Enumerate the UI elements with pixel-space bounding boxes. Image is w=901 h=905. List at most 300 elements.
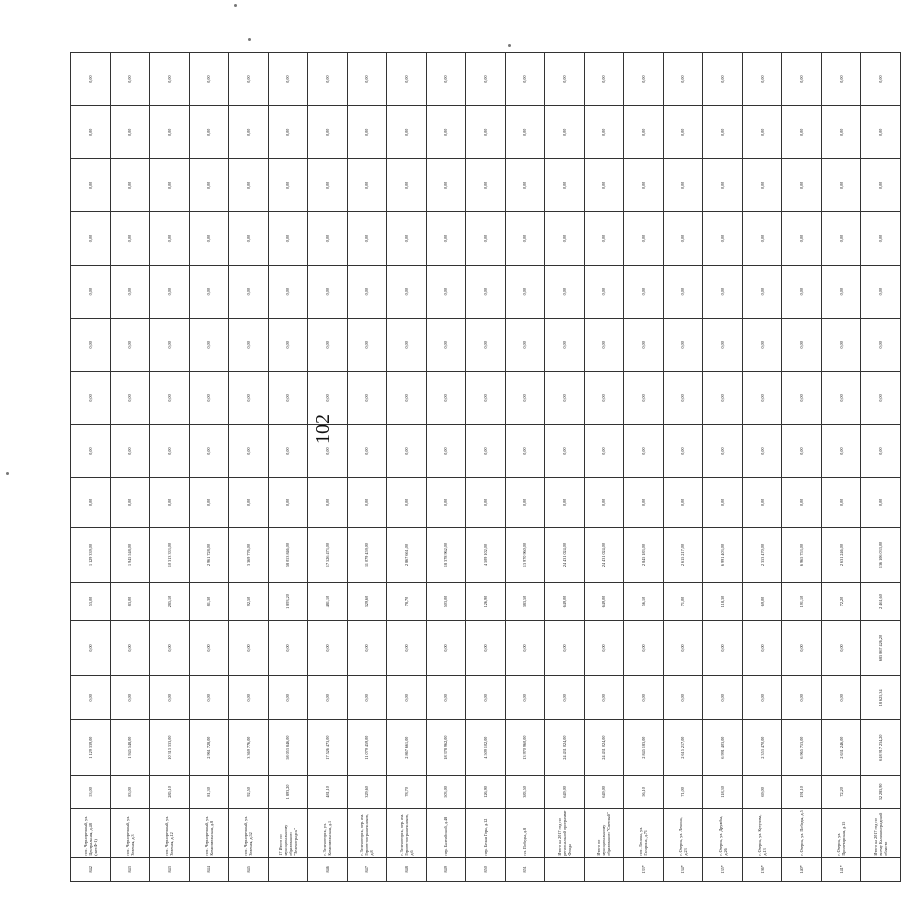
- value-cell: 1 945 548,00: [110, 527, 150, 582]
- row-number-cell: [584, 857, 624, 881]
- row-number-cell: 849: [426, 857, 466, 881]
- value-cell: 0,00: [703, 159, 743, 212]
- value-cell: 2 353 470,00: [742, 720, 782, 775]
- value-cell: 0,00: [624, 53, 664, 106]
- table-row: [821, 53, 861, 882]
- value-cell: 0,00: [229, 676, 269, 720]
- value-cell: 0,00: [426, 371, 466, 424]
- row-number-cell: 141*: [821, 857, 861, 881]
- value-cell: 24 431 024,00: [584, 720, 624, 775]
- value-cell: 71,00: [663, 775, 703, 808]
- table-row: [703, 53, 743, 882]
- address-cell: г. Зеленогорск, пер. им. Героев-пограничников, д.8: [347, 808, 387, 857]
- value-cell: 0,00: [426, 265, 466, 318]
- page-number: 102: [312, 414, 334, 444]
- value-cell: 191,10: [782, 583, 822, 621]
- value-cell: 0,00: [110, 159, 150, 212]
- value-cell: 0,00: [663, 371, 703, 424]
- value-cell: 0,00: [229, 371, 269, 424]
- value-cell: 503,00: [426, 583, 466, 621]
- value-cell: 0,00: [308, 318, 348, 371]
- value-cell: 0,00: [663, 159, 703, 212]
- value-cell: 0,00: [663, 212, 703, 265]
- value-cell: 0,00: [308, 371, 348, 424]
- value-cell: 4 509 102,00: [466, 527, 506, 582]
- table-row: [584, 53, 624, 882]
- value-cell: 0,00: [505, 53, 545, 106]
- address-cell: пос. Черноречный, ул. Зеленая, д.3: [110, 808, 150, 857]
- row-number-cell: 842: [71, 857, 111, 881]
- value-cell: 0,00: [505, 159, 545, 212]
- value-cell: 0,00: [308, 212, 348, 265]
- table-row: [189, 53, 229, 882]
- value-cell: 0,00: [229, 478, 269, 528]
- value-cell: 0,00: [110, 106, 150, 159]
- value-cell: 0,00: [268, 212, 308, 265]
- value-cell: 56,10: [624, 775, 664, 808]
- value-cell: 2 867 661,00: [387, 527, 427, 582]
- value-cell: 0,00: [703, 620, 743, 675]
- value-cell: 0,00: [584, 53, 624, 106]
- value-cell: 0,00: [861, 478, 901, 528]
- value-cell: 126,90: [466, 583, 506, 621]
- value-cell: 0,00: [466, 424, 506, 477]
- row-number-cell: 846: [308, 857, 348, 881]
- value-cell: 0,00: [466, 318, 506, 371]
- value-cell: 0,00: [71, 53, 111, 106]
- value-cell: 0,00: [821, 424, 861, 477]
- address-cell: г. Озерск, ул. Победы, д.5: [782, 808, 822, 857]
- value-cell: 0,00: [782, 212, 822, 265]
- value-cell: 0,00: [150, 318, 190, 371]
- address-cell: г. Озерск, ул. Пролетарская, д.15: [821, 808, 861, 857]
- value-cell: 0,00: [466, 676, 506, 720]
- value-cell: 0,00: [505, 371, 545, 424]
- value-cell: 0,00: [821, 478, 861, 528]
- value-cell: 0,00: [426, 478, 466, 528]
- value-cell: 649,00: [545, 775, 585, 808]
- row-number-cell: 845: [229, 857, 269, 881]
- value-cell: 0,00: [584, 371, 624, 424]
- address-cell: г. Озерск, ул. Кутузова, д.13: [742, 808, 782, 857]
- value-cell: 71,00: [663, 583, 703, 621]
- value-cell: 0,00: [742, 478, 782, 528]
- value-cell: 83,00: [110, 583, 150, 621]
- value-cell: 0,00: [663, 265, 703, 318]
- row-number-cell: 133*: [624, 857, 664, 881]
- value-cell: 285,10: [150, 583, 190, 621]
- scan-dot: [508, 44, 511, 47]
- value-cell: 0,00: [110, 318, 150, 371]
- value-cell: 0,00: [782, 318, 822, 371]
- value-cell: 0,00: [387, 159, 427, 212]
- value-cell: 0,00: [584, 676, 624, 720]
- value-cell: 0,00: [110, 620, 150, 675]
- address-cell: пер. Балтийский, д.48: [426, 808, 466, 857]
- value-cell: 0,00: [268, 371, 308, 424]
- value-cell: 0,00: [229, 159, 269, 212]
- value-cell: 0,00: [861, 424, 901, 477]
- value-cell: 0,00: [387, 106, 427, 159]
- value-cell: 0,00: [545, 318, 585, 371]
- value-cell: 2 961 728,00: [189, 720, 229, 775]
- value-cell: 0,00: [150, 265, 190, 318]
- value-cell: 0,00: [387, 212, 427, 265]
- value-cell: 0,00: [742, 159, 782, 212]
- value-cell: 0,00: [387, 371, 427, 424]
- value-cell: 0,00: [584, 478, 624, 528]
- value-cell: 24 431 024,00: [584, 527, 624, 582]
- value-cell: 0,00: [782, 371, 822, 424]
- value-cell: 0,00: [110, 478, 150, 528]
- value-cell: 53,00: [71, 775, 111, 808]
- value-cell: 0,00: [545, 265, 585, 318]
- value-cell: 0,00: [110, 424, 150, 477]
- table-row: [505, 53, 545, 882]
- value-cell: 0,00: [268, 620, 308, 675]
- value-cell: 0,00: [426, 620, 466, 675]
- value-cell: 92,50: [229, 775, 269, 808]
- value-cell: 81,30: [189, 583, 229, 621]
- value-cell: 1 129 339,00: [71, 527, 111, 582]
- row-number-cell: 848: [387, 857, 427, 881]
- value-cell: 0,00: [347, 53, 387, 106]
- scan-dot: [6, 472, 9, 475]
- value-cell: 0,00: [189, 265, 229, 318]
- value-cell: 0,00: [308, 265, 348, 318]
- value-cell: 0,00: [742, 265, 782, 318]
- value-cell: 0,00: [821, 212, 861, 265]
- value-cell: 0,00: [110, 371, 150, 424]
- value-cell: 3 369 776,00: [229, 720, 269, 775]
- table-row: [110, 53, 150, 882]
- row-number-cell: 136*: [742, 857, 782, 881]
- value-cell: 81,30: [189, 775, 229, 808]
- value-cell: 0,00: [308, 676, 348, 720]
- value-cell: 0,00: [268, 159, 308, 212]
- row-number-cell: 850: [466, 857, 506, 881]
- value-cell: 0,00: [110, 212, 150, 265]
- value-cell: 0,00: [742, 424, 782, 477]
- address-cell: пос. Черноречный, ул. Комсомольская, д.8: [189, 808, 229, 857]
- value-cell: 0,00: [426, 53, 466, 106]
- value-cell: 0,00: [584, 212, 624, 265]
- row-number-cell: 140*: [782, 857, 822, 881]
- value-cell: 0,00: [347, 265, 387, 318]
- value-cell: 0,00: [861, 265, 901, 318]
- value-cell: 0,00: [703, 106, 743, 159]
- value-cell: 0,00: [861, 371, 901, 424]
- value-cell: 0,00: [663, 478, 703, 528]
- value-cell: 329,60: [347, 775, 387, 808]
- value-cell: 0,00: [584, 265, 624, 318]
- value-cell: 0,00: [150, 106, 190, 159]
- value-cell: 1 893,20: [268, 583, 308, 621]
- row-number-cell: [545, 857, 585, 881]
- value-cell: 0,00: [821, 159, 861, 212]
- value-cell: 0,00: [71, 318, 111, 371]
- value-cell: 0,00: [663, 318, 703, 371]
- value-cell: 24 431 024,00: [545, 720, 585, 775]
- value-cell: 0,00: [782, 159, 822, 212]
- value-cell: 0,00: [821, 318, 861, 371]
- value-cell: 0,00: [189, 424, 229, 477]
- table-row: [545, 53, 585, 882]
- value-cell: 0,00: [110, 676, 150, 720]
- value-cell: 0,00: [71, 478, 111, 528]
- value-cell: 0,00: [308, 424, 348, 477]
- value-cell: 72,20: [821, 775, 861, 808]
- value-cell: 0,00: [624, 478, 664, 528]
- row-number-cell: [268, 857, 308, 881]
- value-cell: 92,50: [229, 583, 269, 621]
- value-cell: 2 867 661,00: [387, 720, 427, 775]
- table-row: [268, 53, 308, 882]
- value-cell: 2 461,60: [861, 583, 901, 621]
- value-cell: 0,00: [347, 478, 387, 528]
- value-cell: 0,00: [742, 371, 782, 424]
- value-cell: 0,00: [624, 159, 664, 212]
- row-number-cell: 844: [189, 857, 229, 881]
- value-cell: 2 631 246,00: [821, 720, 861, 775]
- value-cell: 0,00: [308, 478, 348, 528]
- value-cell: 0,00: [663, 53, 703, 106]
- value-cell: 0,00: [505, 106, 545, 159]
- row-number-cell: 134*: [663, 857, 703, 881]
- table-row: [71, 53, 111, 882]
- value-cell: 0,00: [189, 318, 229, 371]
- row-number-cell: 843: [150, 857, 190, 881]
- value-cell: 0,00: [387, 265, 427, 318]
- value-cell: 0,00: [426, 676, 466, 720]
- value-cell: 0,00: [505, 212, 545, 265]
- value-cell: 6 991 403,00: [703, 720, 743, 775]
- value-cell: 11 079 459,00: [347, 527, 387, 582]
- value-cell: 0,00: [545, 676, 585, 720]
- value-cell: 0,00: [347, 424, 387, 477]
- value-cell: 0,00: [861, 106, 901, 159]
- address-cell: пос. Ленина, ул. Гагарина, д.71: [624, 808, 664, 857]
- value-cell: 383,50: [505, 583, 545, 621]
- value-cell: 72,20: [821, 583, 861, 621]
- value-cell: 0,00: [742, 318, 782, 371]
- value-cell: 0,00: [71, 212, 111, 265]
- value-cell: 0,00: [505, 424, 545, 477]
- value-cell: 0,00: [347, 676, 387, 720]
- value-cell: 0,00: [189, 106, 229, 159]
- value-cell: 0,00: [703, 424, 743, 477]
- value-cell: 0,00: [505, 676, 545, 720]
- value-cell: 2 615 217,00: [663, 527, 703, 582]
- table-row: [347, 53, 387, 882]
- value-cell: 0,00: [71, 371, 111, 424]
- value-cell: 24 431 024,00: [545, 527, 585, 582]
- value-cell: 0,00: [308, 620, 348, 675]
- value-cell: 18 378 962,00: [426, 527, 466, 582]
- address-cell: Итого на 2017 год по региональной программе Фонда: [545, 808, 585, 857]
- value-cell: 0,00: [387, 478, 427, 528]
- value-cell: 0,00: [782, 424, 822, 477]
- value-cell: 0,00: [189, 53, 229, 106]
- value-cell: 6 965 753,00: [782, 720, 822, 775]
- row-number-cell: 847: [347, 857, 387, 881]
- value-cell: 0,00: [71, 620, 111, 675]
- value-cell: 0,00: [821, 106, 861, 159]
- table-row: [150, 53, 190, 882]
- value-cell: 118,30: [703, 583, 743, 621]
- value-cell: 0,00: [505, 318, 545, 371]
- value-cell: 0,00: [703, 478, 743, 528]
- value-cell: 481,10: [308, 775, 348, 808]
- value-cell: 0,00: [545, 478, 585, 528]
- value-cell: 649,00: [584, 583, 624, 621]
- address-cell: г. Зеленогорск, пер. им. Героев-пограничников, д.6: [387, 808, 427, 857]
- address-cell: Итого по муниципальному образованию "Светлый": [584, 808, 624, 857]
- value-cell: 0,00: [229, 106, 269, 159]
- value-cell: 2 353 470,00: [742, 527, 782, 582]
- value-cell: 0,00: [703, 265, 743, 318]
- value-cell: 0,00: [861, 159, 901, 212]
- value-cell: 649,00: [584, 775, 624, 808]
- value-cell: 0,00: [782, 620, 822, 675]
- value-cell: 329,60: [347, 583, 387, 621]
- value-cell: 0,00: [584, 106, 624, 159]
- value-cell: 0,00: [624, 371, 664, 424]
- value-cell: 0,00: [426, 212, 466, 265]
- row-number-cell: [861, 857, 901, 881]
- value-cell: 0,00: [150, 371, 190, 424]
- value-cell: 1 129 339,00: [71, 720, 111, 775]
- table-row: [387, 53, 427, 882]
- value-cell: 0,00: [71, 106, 111, 159]
- value-cell: 6 965 753,00: [782, 527, 822, 582]
- value-cell: 0,00: [545, 106, 585, 159]
- value-cell: 1 945 548,00: [110, 720, 150, 775]
- value-cell: 0,00: [110, 53, 150, 106]
- value-cell: 0,00: [782, 53, 822, 106]
- value-cell: 0,00: [466, 371, 506, 424]
- value-cell: 383,50: [505, 775, 545, 808]
- value-cell: 0,00: [71, 265, 111, 318]
- value-cell: 481,10: [308, 583, 348, 621]
- value-cell: 0,00: [308, 53, 348, 106]
- value-cell: 17 526 473,00: [308, 527, 348, 582]
- value-cell: 118,30: [703, 775, 743, 808]
- value-cell: 0,00: [742, 53, 782, 106]
- value-cell: 18 625,34: [861, 676, 901, 720]
- value-cell: 0,00: [742, 106, 782, 159]
- value-cell: 0,00: [821, 620, 861, 675]
- value-cell: 0,00: [347, 212, 387, 265]
- housing-program-table: [70, 52, 889, 882]
- value-cell: 0,00: [150, 424, 190, 477]
- value-cell: 0,00: [150, 53, 190, 106]
- value-cell: 0,00: [861, 318, 901, 371]
- value-cell: 0,00: [347, 106, 387, 159]
- value-cell: 0,00: [189, 620, 229, 675]
- value-cell: 32 285,90: [861, 775, 901, 808]
- value-cell: 0,00: [821, 371, 861, 424]
- value-cell: 0,00: [663, 106, 703, 159]
- value-cell: 58 053 846,00: [268, 527, 308, 582]
- value-cell: 0,00: [545, 371, 585, 424]
- address-cell: Итого на 2017 год по всему Калининградской области: [861, 808, 901, 857]
- value-cell: 0,00: [505, 265, 545, 318]
- table-row: [742, 53, 782, 882]
- value-cell: 0,00: [624, 318, 664, 371]
- table-row: [426, 53, 466, 882]
- value-cell: 0,00: [268, 53, 308, 106]
- value-cell: 0,00: [466, 265, 506, 318]
- value-cell: 0,00: [663, 620, 703, 675]
- address-cell: пос. Черноречный, ул. Зеленая, д.52: [229, 808, 269, 857]
- value-cell: 0,00: [347, 318, 387, 371]
- value-cell: 0,00: [703, 318, 743, 371]
- address-cell: пл. Победы, д.8: [505, 808, 545, 857]
- value-cell: 0,00: [347, 159, 387, 212]
- value-cell: 0,00: [387, 318, 427, 371]
- value-cell: 0,00: [229, 53, 269, 106]
- value-cell: 0,00: [584, 159, 624, 212]
- value-cell: 10 313 333,00: [150, 527, 190, 582]
- value-cell: 58 053 846,00: [268, 720, 308, 775]
- value-cell: 83,00: [110, 775, 150, 808]
- value-cell: 0,00: [782, 106, 822, 159]
- value-cell: 0,00: [268, 424, 308, 477]
- value-cell: 0,00: [347, 620, 387, 675]
- value-cell: 10 313 333,00: [150, 720, 190, 775]
- value-cell: 0,00: [189, 371, 229, 424]
- value-cell: 0,00: [189, 159, 229, 212]
- value-cell: 53,00: [71, 583, 111, 621]
- value-cell: 0,00: [624, 212, 664, 265]
- value-cell: 0,00: [703, 212, 743, 265]
- value-cell: 0,00: [742, 212, 782, 265]
- scan-dot: [248, 38, 251, 41]
- value-cell: 0,00: [150, 676, 190, 720]
- table-row: [861, 53, 901, 882]
- value-cell: 191,10: [782, 775, 822, 808]
- value-cell: 0,00: [466, 106, 506, 159]
- value-cell: 1 893,20: [268, 775, 308, 808]
- value-cell: 0,00: [426, 424, 466, 477]
- scan-dot: [234, 4, 237, 7]
- address-cell: пос. Черноречный, ул. Зеленая, д.12: [150, 808, 190, 857]
- value-cell: 0,00: [229, 318, 269, 371]
- value-cell: 69,00: [742, 583, 782, 621]
- value-cell: 0,00: [466, 53, 506, 106]
- value-cell: 0,00: [268, 676, 308, 720]
- value-cell: 69,00: [742, 775, 782, 808]
- value-cell: 0,00: [821, 265, 861, 318]
- table-row: [308, 53, 348, 882]
- value-cell: 0,00: [229, 265, 269, 318]
- value-cell: 0,00: [663, 676, 703, 720]
- value-cell: 0,00: [466, 478, 506, 528]
- table-row: [782, 53, 822, 882]
- value-cell: 4 509 102,00: [466, 720, 506, 775]
- value-cell: 0,00: [347, 371, 387, 424]
- value-cell: 78,70: [387, 583, 427, 621]
- value-cell: 6 991 403,00: [703, 527, 743, 582]
- value-cell: 0,00: [703, 53, 743, 106]
- value-cell: 0,00: [742, 620, 782, 675]
- value-cell: 0,00: [189, 478, 229, 528]
- address-cell: г. Зеленогорск, ул. Комсомольская, д.1: [308, 808, 348, 857]
- value-cell: 0,00: [426, 318, 466, 371]
- value-cell: 0,00: [150, 212, 190, 265]
- value-cell: 0,00: [150, 159, 190, 212]
